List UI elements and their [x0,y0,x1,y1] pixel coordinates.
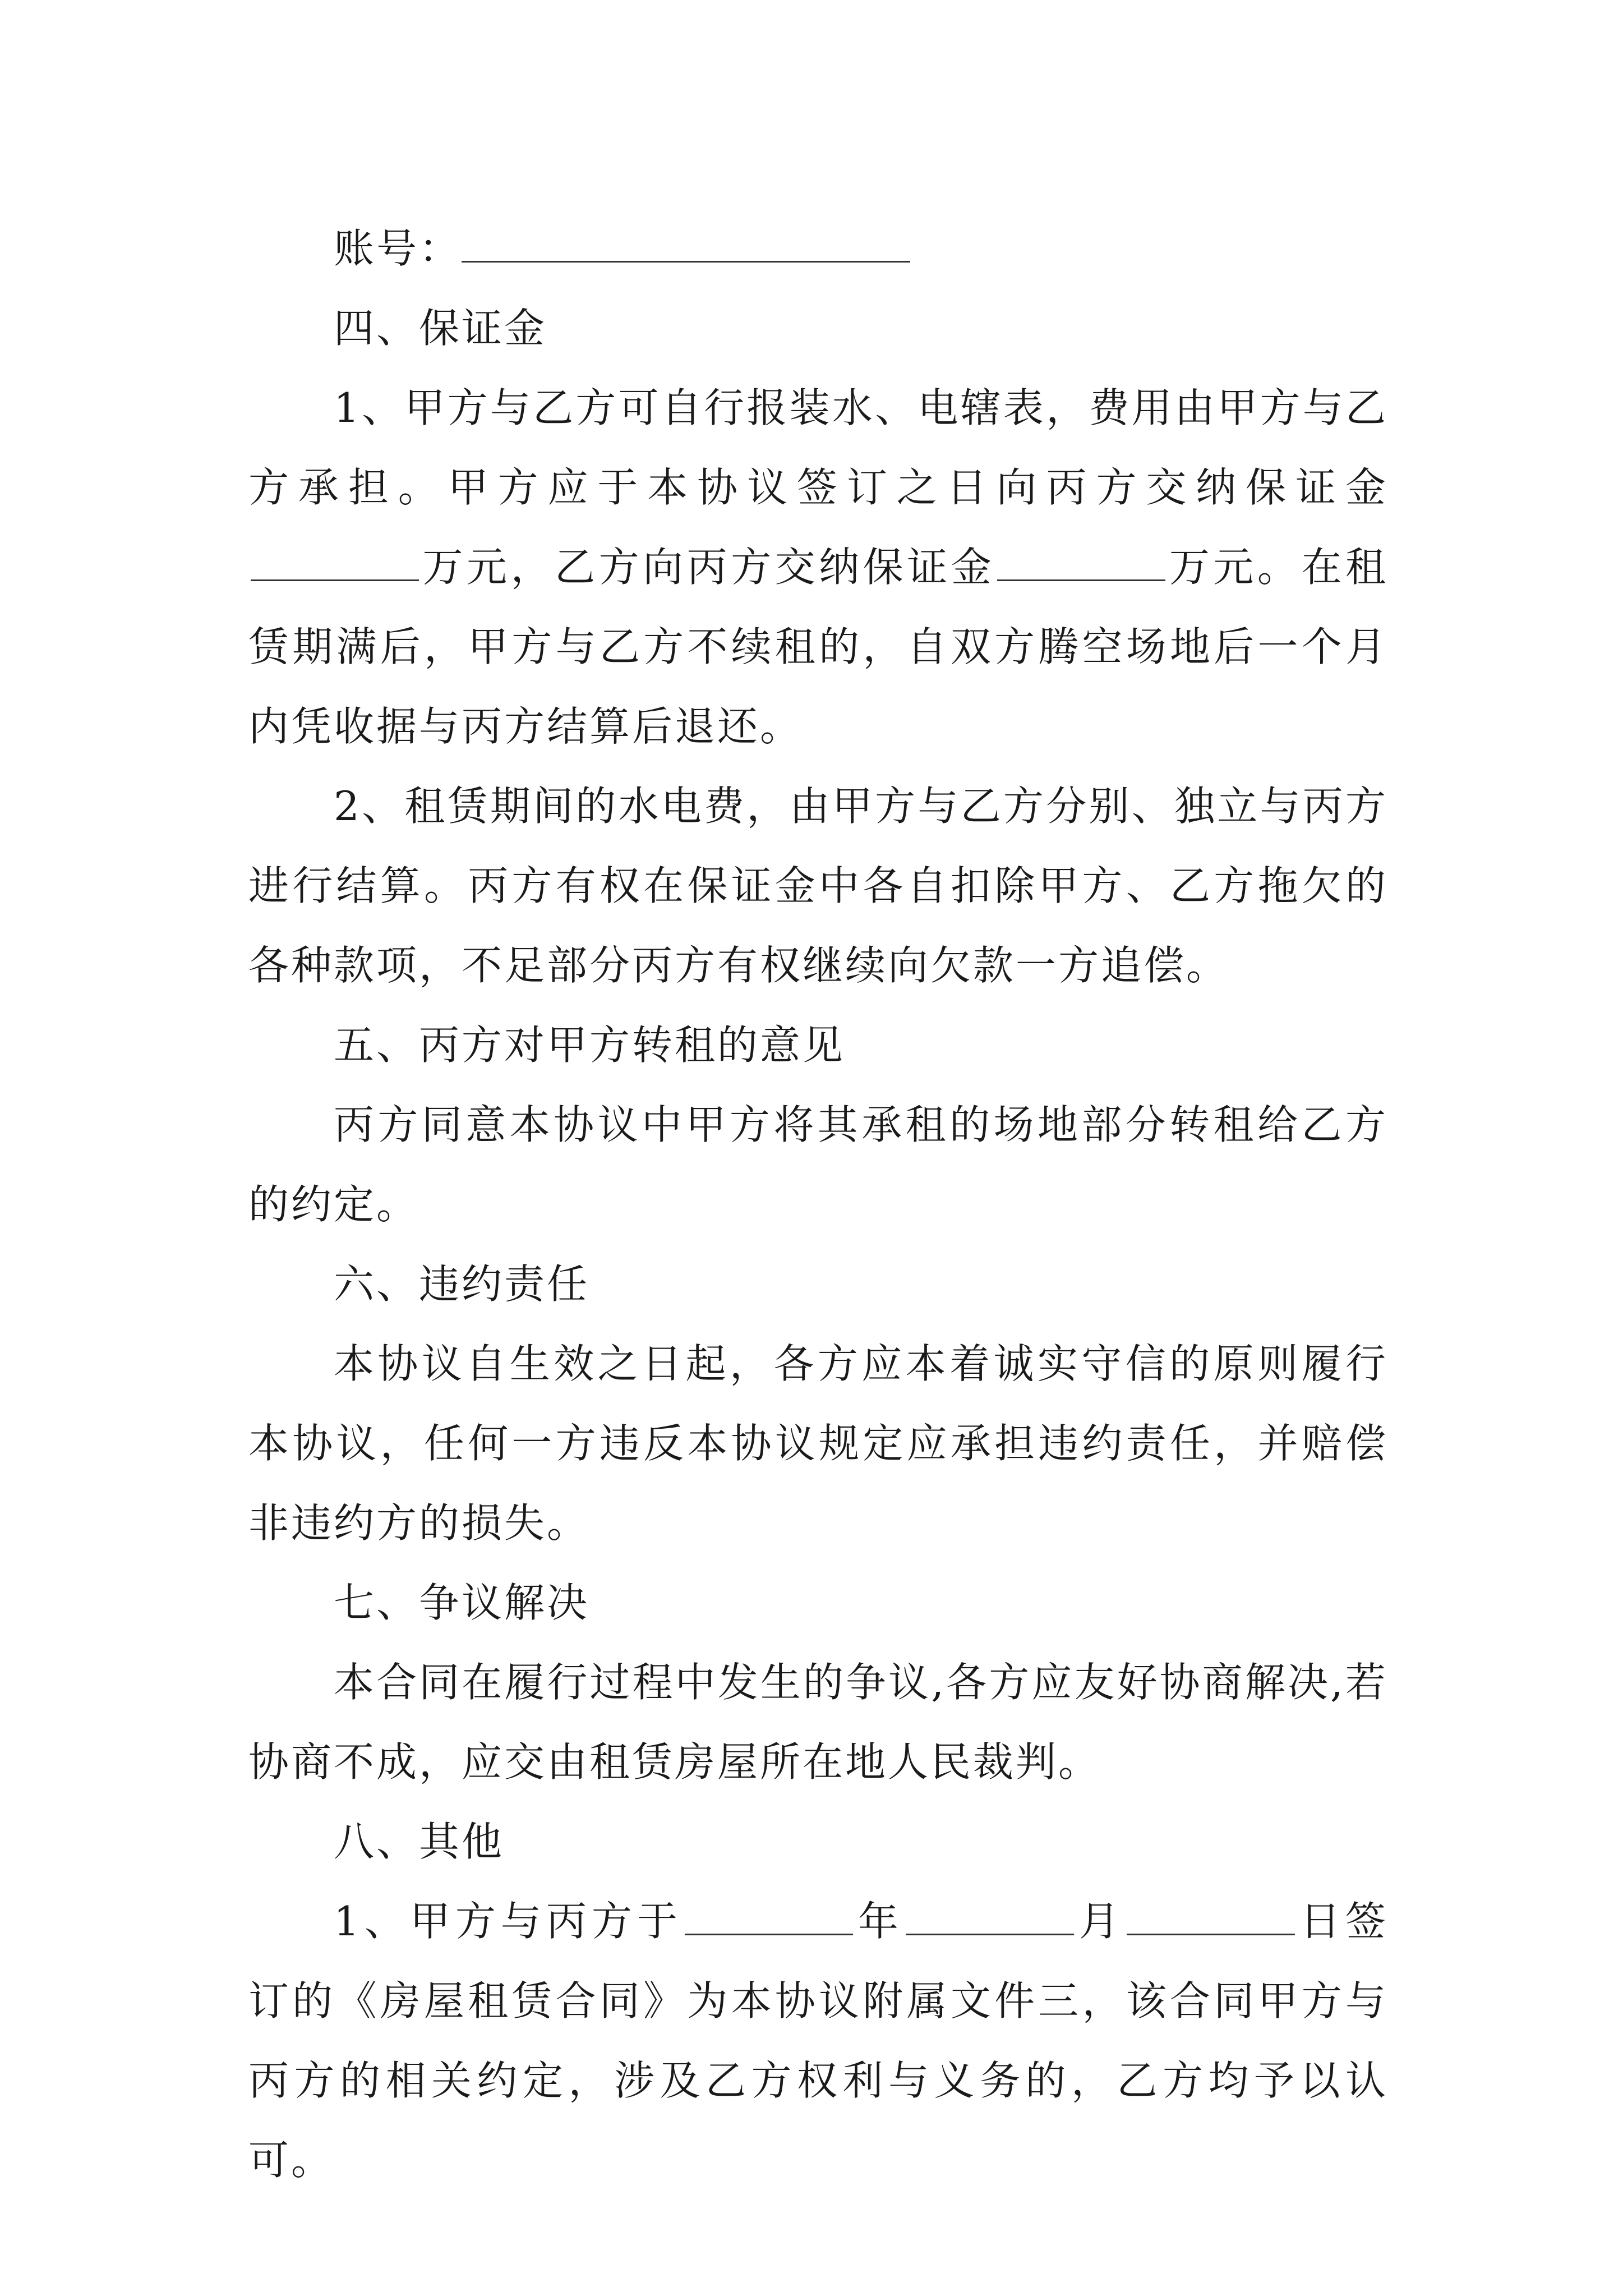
section-5-heading: 五、丙方对甲方转租的意见 [334,1022,846,1069]
section-8-p1-rest: 日签订的《房屋租赁合同》为本协议附属文件三，该合同甲方与丙方的相关约定，涉及乙方权利与义务的，乙方均予以认可。 [248,1898,1388,2184]
month-blank [906,1900,1074,1935]
month-label: 月 [1076,1898,1124,1945]
year-label: 年 [855,1898,903,1945]
deposit-amount-blank-2 [997,546,1165,581]
section-4-p1-part-b: 万元，乙方向丙方交纳保证金 [421,544,995,591]
document-body [248,209,1388,2200]
section-7-paragraph-1: 本合同在履行过程中发生的争议,各方应友好协商解决,若协商不成，应交由租赁房屋所在地人民裁判。 [248,1659,1388,1786]
account-line [248,209,1388,288]
section-4-paragraph-2: 2、租赁期间的水电费，由甲方与乙方分别、独立与丙方进行结算。丙方有权在保证金中各自扣除甲方、乙方拖欠的各种款项，不足部分丙方有权继续向欠款一方追偿。 [248,783,1388,989]
section-4-p1-part-a: 1、甲方与乙方可自行报装水、电辖表，费用由甲方与乙方承担。甲方应于本协议签订之日向丙方交纳保证金 [248,384,1388,511]
section-8-heading: 八、其他 [334,1818,505,1865]
section-8-paragraph-1 [248,1881,1388,2200]
section-4-p1-part-c: 万元。在租赁期满后，甲方与乙方不续租的，自双方腾空场地后一个月内凭收据与丙方结算后退还。 [248,544,1388,750]
account-blank [462,227,910,263]
deposit-amount-blank-1 [251,546,419,581]
section-6-paragraph-1: 本协议自生效之日起，各方应本着诚实守信的原则履行本协议，任何一方违反本协议规定应承担违约责任，并赔偿非违约方的损失。 [248,1340,1388,1547]
section-8-p1-part-a: 1、甲方与丙方于 [334,1898,683,1945]
section-5-paragraph-1: 丙方同意本协议中甲方将其承租的场地部分转租给乙方的约定。 [248,1101,1388,1228]
section-4-heading: 四、保证金 [334,305,547,352]
section-6-heading: 六、违约责任 [334,1260,590,1308]
day-blank [1127,1900,1295,1935]
section-4-paragraph-1 [248,368,1388,766]
section-7-heading: 七、争议解决 [334,1579,590,1626]
year-blank [685,1900,853,1935]
account-label: 账号： [334,225,462,272]
